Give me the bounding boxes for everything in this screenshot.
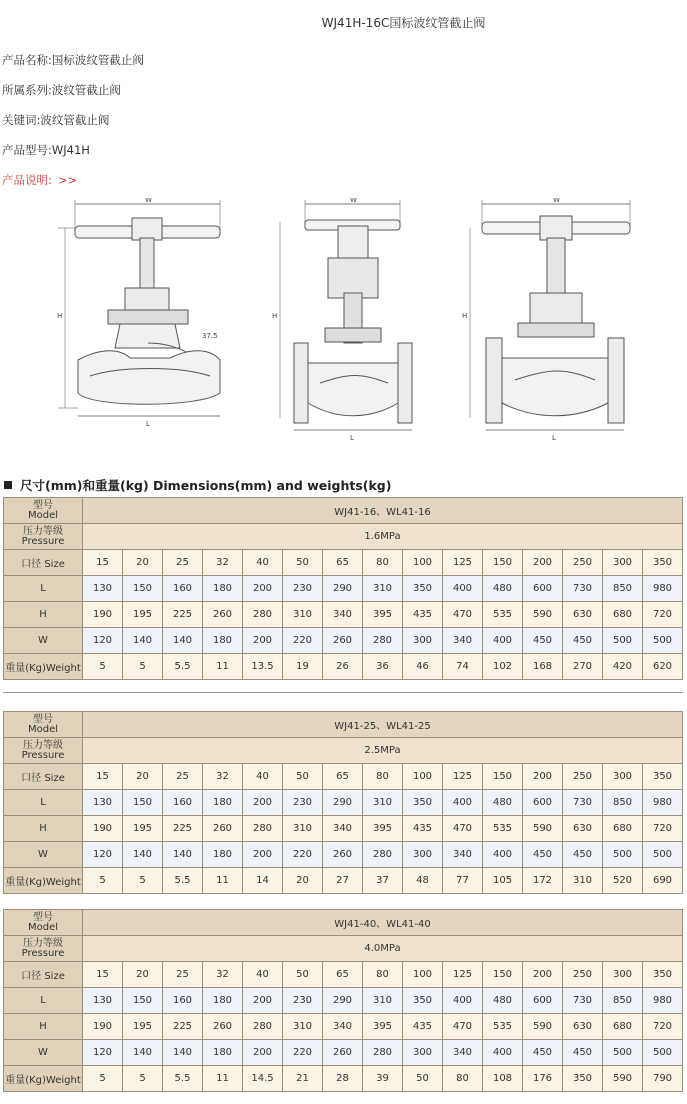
cell-l: 150 — [123, 790, 163, 816]
cell-h: 720 — [643, 602, 683, 628]
cell-weight: 14.5 — [243, 1066, 283, 1092]
cell-h: 190 — [83, 816, 123, 842]
cell-l: 980 — [643, 988, 683, 1014]
cell-w: 200 — [243, 628, 283, 654]
cell-w: 500 — [643, 1040, 683, 1066]
cell-h: 395 — [363, 1014, 403, 1040]
model-value: WJ41-25、WL41-25 — [83, 712, 683, 738]
cell-weight: 5 — [83, 654, 123, 680]
row-header-weight: 重量(Kg)Weight — [4, 1066, 83, 1092]
row-header-l: L — [4, 988, 83, 1014]
cell-weight: 310 — [563, 868, 603, 894]
cell-h: 435 — [403, 602, 443, 628]
product-name: 产品名称:国标波纹管截止阀 — [2, 53, 144, 67]
cell-size: 32 — [203, 764, 243, 790]
cell-size: 200 — [523, 550, 563, 576]
cell-h: 190 — [83, 1014, 123, 1040]
cell-h: 195 — [123, 602, 163, 628]
cell-w: 500 — [643, 842, 683, 868]
cell-h: 470 — [443, 602, 483, 628]
cell-w: 280 — [363, 1040, 403, 1066]
cell-h: 435 — [403, 816, 443, 842]
dim-l-label-2: L — [350, 434, 354, 442]
cell-w: 180 — [203, 1040, 243, 1066]
cell-h: 260 — [203, 816, 243, 842]
cell-l: 200 — [243, 790, 283, 816]
pressure-value: 1.6MPa — [83, 524, 683, 550]
cell-l: 980 — [643, 576, 683, 602]
cell-w: 340 — [443, 1040, 483, 1066]
cell-l: 730 — [563, 576, 603, 602]
cell-w: 400 — [483, 628, 523, 654]
cell-w: 280 — [363, 628, 403, 654]
cell-size: 65 — [323, 550, 363, 576]
row-header-w: W — [4, 628, 83, 654]
cell-size: 125 — [443, 962, 483, 988]
dim-h-label-3: H — [462, 312, 468, 320]
cell-l: 310 — [363, 790, 403, 816]
cell-l: 290 — [323, 576, 363, 602]
product-description-link[interactable] — [2, 172, 77, 188]
dim-h-label-2: H — [272, 312, 278, 320]
cell-l: 600 — [523, 576, 563, 602]
row-header-w: W — [4, 842, 83, 868]
section-title-text: 尺寸(mm)和重量(kg) Dimensions(mm) and weights(kg) — [20, 478, 392, 493]
cell-w: 300 — [403, 628, 443, 654]
row-header-l: L — [4, 790, 83, 816]
pressure-header: 压力等级 Pressure — [4, 738, 83, 764]
cell-w: 450 — [563, 628, 603, 654]
cell-l: 160 — [163, 988, 203, 1014]
cell-size: 20 — [123, 962, 163, 988]
cell-h: 470 — [443, 1014, 483, 1040]
cell-size: 150 — [483, 962, 523, 988]
cell-h: 630 — [563, 602, 603, 628]
cell-weight: 20 — [283, 868, 323, 894]
cell-weight: 5.5 — [163, 868, 203, 894]
cell-weight: 168 — [523, 654, 563, 680]
pressure-value: 2.5MPa — [83, 738, 683, 764]
cell-w: 220 — [283, 842, 323, 868]
cell-w: 140 — [163, 628, 203, 654]
cell-h: 590 — [523, 1014, 563, 1040]
cell-size: 25 — [163, 962, 203, 988]
cell-w: 180 — [203, 628, 243, 654]
cell-h: 260 — [203, 602, 243, 628]
cell-h: 340 — [323, 602, 363, 628]
cell-weight: 5 — [123, 868, 163, 894]
cell-h: 225 — [163, 602, 203, 628]
cell-weight: 39 — [363, 1066, 403, 1092]
cell-weight: 420 — [603, 654, 643, 680]
cell-w: 450 — [523, 842, 563, 868]
cell-h: 470 — [443, 816, 483, 842]
cell-w: 340 — [443, 628, 483, 654]
cell-l: 130 — [83, 988, 123, 1014]
row-header-weight: 重量(Kg)Weight — [4, 868, 83, 894]
cell-l: 400 — [443, 988, 483, 1014]
cell-weight: 176 — [523, 1066, 563, 1092]
cell-w: 120 — [83, 1040, 123, 1066]
cell-size: 150 — [483, 764, 523, 790]
valve-drawing-3 — [470, 200, 630, 430]
pressure-header: 压力等级 Pressure — [4, 936, 83, 962]
dim-w-label-3: W — [553, 198, 560, 204]
cell-size: 300 — [603, 962, 643, 988]
cell-size: 350 — [643, 764, 683, 790]
section-title — [4, 476, 391, 494]
cell-size: 25 — [163, 550, 203, 576]
cell-weight: 48 — [403, 868, 443, 894]
cell-h: 680 — [603, 1014, 643, 1040]
row-header-size: 口径 Size — [4, 550, 83, 576]
cell-size: 50 — [283, 764, 323, 790]
cell-weight: 28 — [323, 1066, 363, 1092]
row-header-w: W — [4, 1040, 83, 1066]
cell-weight: 11 — [203, 654, 243, 680]
cell-w: 280 — [363, 842, 403, 868]
cell-l: 850 — [603, 790, 643, 816]
dim-w-label-2: W — [350, 198, 357, 204]
cell-size: 25 — [163, 764, 203, 790]
cell-l: 350 — [403, 790, 443, 816]
double-chevron-icon: >> — [57, 173, 78, 187]
dim-angle-label: 37.5 — [202, 332, 218, 340]
cell-h: 680 — [603, 602, 643, 628]
cell-h: 680 — [603, 816, 643, 842]
cell-w: 450 — [563, 1040, 603, 1066]
row-header-l: L — [4, 576, 83, 602]
cell-w: 140 — [123, 842, 163, 868]
cell-size: 80 — [363, 764, 403, 790]
pressure-value: 4.0MPa — [83, 936, 683, 962]
cell-weight: 350 — [563, 1066, 603, 1092]
dim-w-label-1: W — [145, 198, 152, 204]
product-description-label: 产品说明: — [2, 173, 52, 187]
cell-w: 300 — [403, 1040, 443, 1066]
cell-size: 20 — [123, 764, 163, 790]
cell-w: 180 — [203, 842, 243, 868]
cell-l: 160 — [163, 790, 203, 816]
cell-size: 40 — [243, 764, 283, 790]
cell-h: 310 — [283, 1014, 323, 1040]
cell-size: 20 — [123, 550, 163, 576]
product-series: 所属系列:波纹管截止阀 — [2, 83, 121, 97]
cell-w: 450 — [563, 842, 603, 868]
cell-size: 100 — [403, 550, 443, 576]
cell-h: 720 — [643, 1014, 683, 1040]
cell-w: 400 — [483, 842, 523, 868]
cell-h: 720 — [643, 816, 683, 842]
model-header: 型号 Model — [4, 498, 83, 524]
pressure-header: 压力等级 Pressure — [4, 524, 83, 550]
cell-weight: 108 — [483, 1066, 523, 1092]
cell-w: 400 — [483, 1040, 523, 1066]
cell-l: 730 — [563, 988, 603, 1014]
dim-l-label-3: L — [552, 434, 556, 442]
cell-size: 125 — [443, 550, 483, 576]
cell-h: 280 — [243, 1014, 283, 1040]
cell-weight: 5 — [83, 1066, 123, 1092]
cell-w: 140 — [163, 1040, 203, 1066]
cell-size: 40 — [243, 962, 283, 988]
model-value: WJ41-40、WL41-40 — [83, 910, 683, 936]
cell-weight: 27 — [323, 868, 363, 894]
cell-weight: 50 — [403, 1066, 443, 1092]
cell-size: 350 — [643, 550, 683, 576]
cell-l: 290 — [323, 988, 363, 1014]
cell-h: 535 — [483, 602, 523, 628]
cell-weight: 46 — [403, 654, 443, 680]
cell-w: 300 — [403, 842, 443, 868]
cell-w: 200 — [243, 1040, 283, 1066]
cell-size: 300 — [603, 550, 643, 576]
model-header: 型号 Model — [4, 712, 83, 738]
cell-w: 260 — [323, 842, 363, 868]
cell-l: 150 — [123, 576, 163, 602]
cell-h: 535 — [483, 1014, 523, 1040]
cell-size: 50 — [283, 962, 323, 988]
row-header-weight: 重量(Kg)Weight — [4, 654, 83, 680]
cell-l: 150 — [123, 988, 163, 1014]
cell-w: 200 — [243, 842, 283, 868]
cell-l: 310 — [363, 576, 403, 602]
cell-l: 200 — [243, 576, 283, 602]
cell-h: 630 — [563, 1014, 603, 1040]
cell-weight: 5.5 — [163, 654, 203, 680]
cell-size: 250 — [563, 962, 603, 988]
product-keywords: 关键词:波纹管截止阀 — [2, 113, 110, 127]
cell-size: 200 — [523, 764, 563, 790]
row-header-h: H — [4, 816, 83, 842]
spec-table-3 — [3, 909, 683, 1092]
cell-l: 230 — [283, 988, 323, 1014]
cell-h: 590 — [523, 816, 563, 842]
model-header: 型号 Model — [4, 910, 83, 936]
model-value: WJ41-16、WL41-16 — [83, 498, 683, 524]
cell-h: 280 — [243, 816, 283, 842]
cell-w: 120 — [83, 842, 123, 868]
cell-size: 32 — [203, 550, 243, 576]
cell-l: 290 — [323, 790, 363, 816]
cell-weight: 172 — [523, 868, 563, 894]
cell-h: 190 — [83, 602, 123, 628]
cell-weight: 620 — [643, 654, 683, 680]
cell-l: 130 — [83, 790, 123, 816]
cell-l: 850 — [603, 988, 643, 1014]
cell-w: 220 — [283, 1040, 323, 1066]
cell-w: 500 — [643, 628, 683, 654]
cell-weight: 270 — [563, 654, 603, 680]
row-header-size: 口径 Size — [4, 962, 83, 988]
cell-l: 730 — [563, 790, 603, 816]
row-header-size: 口径 Size — [4, 764, 83, 790]
cell-weight: 5 — [83, 868, 123, 894]
cell-w: 450 — [523, 1040, 563, 1066]
spec-table-1 — [3, 497, 683, 680]
cell-l: 180 — [203, 988, 243, 1014]
valve-drawing-2 — [280, 200, 412, 430]
cell-h: 340 — [323, 816, 363, 842]
cell-size: 80 — [363, 962, 403, 988]
cell-weight: 19 — [283, 654, 323, 680]
cell-l: 600 — [523, 790, 563, 816]
cell-w: 220 — [283, 628, 323, 654]
cell-h: 395 — [363, 602, 403, 628]
spec-table-2 — [3, 711, 683, 894]
cell-h: 340 — [323, 1014, 363, 1040]
divider — [3, 692, 683, 693]
cell-weight: 105 — [483, 868, 523, 894]
cell-l: 230 — [283, 576, 323, 602]
square-bullet-icon — [4, 481, 12, 489]
cell-l: 980 — [643, 790, 683, 816]
cell-weight: 11 — [203, 868, 243, 894]
cell-h: 260 — [203, 1014, 243, 1040]
dim-h-label-1: H — [57, 312, 63, 320]
cell-w: 450 — [523, 628, 563, 654]
cell-weight: 690 — [643, 868, 683, 894]
cell-l: 130 — [83, 576, 123, 602]
cell-weight: 11 — [203, 1066, 243, 1092]
cell-weight: 5 — [123, 654, 163, 680]
cell-l: 200 — [243, 988, 283, 1014]
valve-drawing-1 — [58, 200, 220, 416]
cell-weight: 5.5 — [163, 1066, 203, 1092]
cell-size: 150 — [483, 550, 523, 576]
cell-size: 350 — [643, 962, 683, 988]
cell-h: 310 — [283, 602, 323, 628]
cell-l: 310 — [363, 988, 403, 1014]
cell-l: 230 — [283, 790, 323, 816]
cell-size: 100 — [403, 962, 443, 988]
cell-l: 400 — [443, 576, 483, 602]
cell-size: 50 — [283, 550, 323, 576]
cell-weight: 790 — [643, 1066, 683, 1092]
cell-h: 590 — [523, 602, 563, 628]
cell-l: 480 — [483, 790, 523, 816]
cell-h: 630 — [563, 816, 603, 842]
cell-w: 140 — [123, 1040, 163, 1066]
cell-h: 195 — [123, 1014, 163, 1040]
cell-weight: 36 — [363, 654, 403, 680]
cell-w: 340 — [443, 842, 483, 868]
cell-size: 125 — [443, 764, 483, 790]
cell-w: 500 — [603, 1040, 643, 1066]
cell-l: 350 — [403, 576, 443, 602]
cell-l: 600 — [523, 988, 563, 1014]
cell-size: 250 — [563, 764, 603, 790]
cell-h: 535 — [483, 816, 523, 842]
cell-h: 195 — [123, 816, 163, 842]
cell-w: 260 — [323, 1040, 363, 1066]
cell-h: 225 — [163, 816, 203, 842]
cell-weight: 21 — [283, 1066, 323, 1092]
cell-weight: 80 — [443, 1066, 483, 1092]
cell-size: 250 — [563, 550, 603, 576]
cell-weight: 520 — [603, 868, 643, 894]
cell-weight: 13.5 — [243, 654, 283, 680]
cell-l: 850 — [603, 576, 643, 602]
row-header-h: H — [4, 1014, 83, 1040]
cell-size: 15 — [83, 962, 123, 988]
cell-size: 15 — [83, 550, 123, 576]
cell-l: 180 — [203, 576, 243, 602]
cell-weight: 74 — [443, 654, 483, 680]
cell-l: 480 — [483, 988, 523, 1014]
cell-size: 65 — [323, 962, 363, 988]
dim-l-label-1: L — [146, 420, 150, 428]
cell-h: 280 — [243, 602, 283, 628]
cell-weight: 14 — [243, 868, 283, 894]
cell-weight: 590 — [603, 1066, 643, 1092]
cell-weight: 5 — [123, 1066, 163, 1092]
cell-h: 395 — [363, 816, 403, 842]
cell-h: 435 — [403, 1014, 443, 1040]
cell-weight: 102 — [483, 654, 523, 680]
cell-w: 500 — [603, 628, 643, 654]
cell-w: 140 — [163, 842, 203, 868]
cell-w: 500 — [603, 842, 643, 868]
cell-l: 180 — [203, 790, 243, 816]
cell-l: 350 — [403, 988, 443, 1014]
cell-size: 32 — [203, 962, 243, 988]
cell-w: 140 — [123, 628, 163, 654]
cell-h: 225 — [163, 1014, 203, 1040]
cell-h: 310 — [283, 816, 323, 842]
cell-l: 400 — [443, 790, 483, 816]
cell-size: 40 — [243, 550, 283, 576]
cell-w: 260 — [323, 628, 363, 654]
row-header-h: H — [4, 602, 83, 628]
product-model: 产品型号:WJ41H — [2, 143, 90, 157]
cell-size: 80 — [363, 550, 403, 576]
cell-weight: 37 — [363, 868, 403, 894]
cell-l: 480 — [483, 576, 523, 602]
page-title: WJ41H-16C国标波纹管截止阀 — [321, 16, 486, 30]
valve-drawings — [30, 198, 670, 448]
cell-size: 100 — [403, 764, 443, 790]
cell-size: 65 — [323, 764, 363, 790]
cell-weight: 77 — [443, 868, 483, 894]
cell-l: 160 — [163, 576, 203, 602]
cell-size: 300 — [603, 764, 643, 790]
cell-size: 200 — [523, 962, 563, 988]
cell-size: 15 — [83, 764, 123, 790]
cell-weight: 26 — [323, 654, 363, 680]
cell-w: 120 — [83, 628, 123, 654]
